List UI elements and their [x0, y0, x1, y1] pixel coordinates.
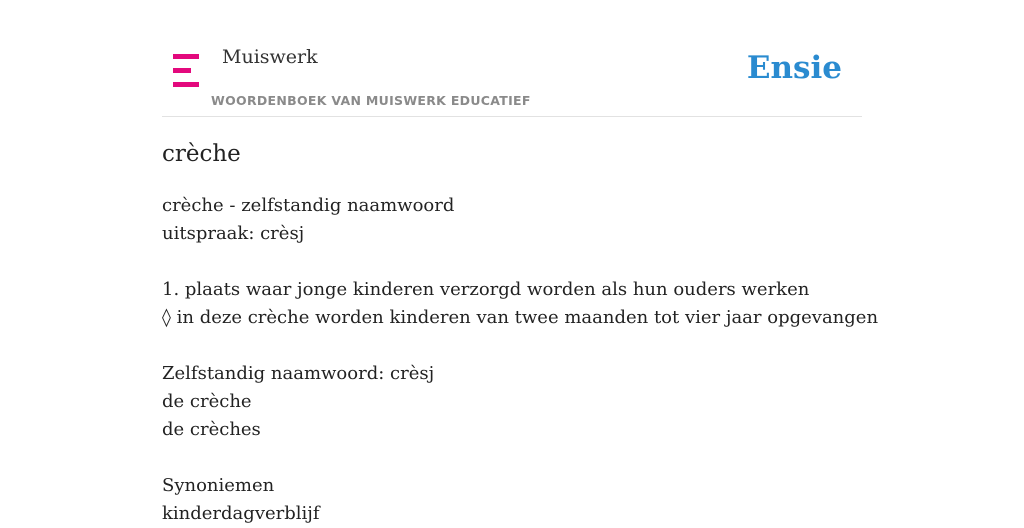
- brand-name[interactable]: Muiswerk: [222, 46, 318, 68]
- brand-subtitle: WOORDENBOEK VAN MUISWERK EDUCATIEF: [211, 93, 531, 108]
- entry-line: Zelfstandig naamwoord: crèsj: [162, 363, 435, 384]
- logo-bar-top: [173, 54, 199, 59]
- entry-title: crèche: [162, 141, 241, 167]
- entry-line: 1. plaats waar jonge kinderen verzorgd worden als hun ouders werken: [162, 279, 810, 300]
- entry-line: [162, 248, 862, 276]
- ensie-logo-link[interactable]: Ensie: [746, 50, 842, 86]
- entry-line: crèche - zelfstandig naamwoord: [162, 195, 455, 216]
- entry-line: [162, 444, 862, 472]
- entry-line: ◊ in deze crèche worden kinderen van twee maanden tot vier jaar opgevangen: [162, 307, 879, 328]
- entry-line: Synoniemen: [162, 475, 275, 496]
- logo-bar-middle: [173, 68, 191, 73]
- entry-body: [162, 192, 879, 528]
- entry-content: [162, 138, 879, 528]
- site-header: [162, 0, 862, 117]
- entry-line: uitspraak: crèsj: [162, 223, 305, 244]
- muiswerk-logo-icon[interactable]: [173, 54, 201, 88]
- logo-bar-bottom: [173, 82, 199, 87]
- entry-line: [162, 332, 862, 360]
- entry-line: de crèches: [162, 419, 261, 440]
- entry-line: kinderdagverblijf: [162, 503, 320, 524]
- entry-line: de crèche: [162, 391, 252, 412]
